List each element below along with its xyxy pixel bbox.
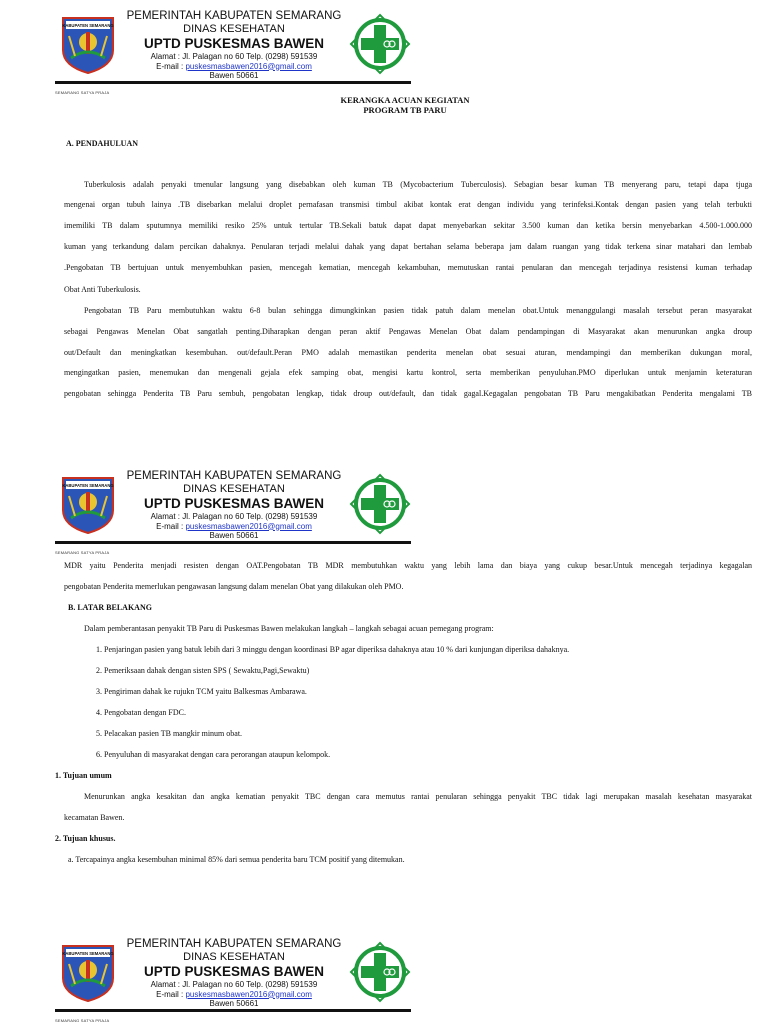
email-line: [121, 62, 347, 72]
paragraph-line: Pengobatan TB Paru membutuhkan waktu 6-8 bulan sehingga dimungkinkan pasien tidak patuh dalam menelan obat.Untuk menanggulangi masalah tersebut peran masyarakat: [84, 306, 752, 315]
doc-title: KERANGKA ACUAN KEGIATAN: [340, 95, 470, 105]
section-b-intro: Dalam pemberantasan penyakit TB Paru di Puskesmas Bawen melakukan langkah – langkah sebagai acuan pemegang program:: [84, 624, 494, 633]
paragraph-line: kecamatan Bawen.: [64, 813, 125, 822]
doc-subtitle: PROGRAM TB PARU: [363, 105, 447, 115]
letterhead-text: [121, 470, 347, 541]
paragraph-line: MDR yaitu Penderita menjadi resisten dengan OAT.Pengobatan TB MDR membutuhkan waktu yang lebih lama dan biaya yang cukup besar.Untuk mencegah terjadinya kegagalan: [64, 561, 752, 570]
address: Alamat : Jl. Palagan no 60 Telp. (0298) 591539: [150, 980, 318, 989]
regency-emblem-icon: [61, 476, 115, 534]
logo-label: KABUPATEN SEMARANG: [62, 951, 114, 956]
gov-name: PEMERINTAH KABUPATEN SEMARANG: [126, 938, 342, 950]
paragraph-line: imemiliki TB dalam sputumnya memiliki resiko 25% untuk tertular TB.Sekali batuk dapat dapat menyebarkan sekitar 3.500 kuman dan ketika bersin menyebarkan 4.500-1.000.000: [64, 221, 752, 230]
dept-name: DINAS KESEHATAN: [183, 483, 285, 495]
paragraph-line: Menurunkan angka kesakitan dan angka kematian penyakit TBC dengan cara memutus rantai penularan sehingga penyakit TBC tidak lagi merupakan masalah kesehatan masyarakat: [84, 792, 752, 801]
city-postcode: Bawen 50661: [209, 999, 259, 1008]
paragraph-line: pengobatan Penderita memerlukan pengawasan langsung dalam menelan Obat yang dilakukan oleh PMO.: [64, 582, 404, 591]
list-item: a. Tercapainya angka kesembuhan minimal 85% dari semua penderita baru TCM positif yang ditemukan.: [68, 855, 405, 864]
dept-name: DINAS KESEHATAN: [183, 23, 285, 35]
paragraph-line: pengobatan sehingga Penderita TB Paru sembuh, pengobatan lengkap, tidak droup out/default, dan tidak gagal.Kegagalan pengobatan TB Paru mengakibatkan Penderita mengalami TB: [64, 389, 752, 398]
header-rule: [55, 1009, 411, 1012]
address: Alamat : Jl. Palagan no 60 Telp. (0298) 591539: [150, 512, 318, 521]
letterhead: [55, 468, 411, 568]
letterhead: [55, 936, 411, 1036]
email-label: E-mail :: [156, 989, 186, 999]
logo-label: KABUPATEN SEMARANG: [62, 483, 114, 488]
emblem-caption: SEMARANG SATYA PRAJA: [55, 1018, 110, 1023]
header-rule: [55, 81, 411, 84]
list-item: 2. Pemeriksaan dahak dengan sisten SPS ( Sewaktu,Pagi,Sewaktu): [96, 666, 310, 675]
regency-emblem-icon: [61, 16, 115, 74]
email-line: [121, 522, 347, 532]
puskesmas-cross-icon: [349, 941, 411, 1003]
list-item: 1. Penjaringan pasien yang batuk lebih dari 3 minggu dengan koordinasi BP agar diperiksa dahaknya atau 10 % dari kunjungan diperiksa dahaknya.: [96, 645, 570, 654]
city-postcode: Bawen 50661: [209, 531, 259, 540]
paragraph-line: kuman yang terkandung dalam percikan dahaknya. Penularan terjadi melalui dahak yang dapat bertahan selama beberapa jam dalam ruangan yang tidak terkena sinar matahari dan lembab: [64, 242, 752, 251]
puskesmas-cross-icon: [349, 473, 411, 535]
header-rule: [55, 541, 411, 544]
emblem-caption: SEMARANG SATYA PRAJA: [55, 90, 110, 95]
paragraph-line: .Pengobatan TB bertujuan untuk menyembuhkan pasien, mencegah kematian, mencegah kekambuhan, memutuskan rantai penularan dan mencegah terjadinya resistensi kuman terhadap: [64, 263, 752, 272]
regency-emblem-icon: [61, 944, 115, 1002]
section-a-heading: A. PENDAHULUAN: [66, 139, 138, 148]
address: Alamat : Jl. Palagan no 60 Telp. (0298) 591539: [150, 52, 318, 61]
letterhead-text: [121, 10, 347, 81]
list-item: 3. Pengiriman dahak ke rujukn TCM yaitu Balkesmas Ambarawa.: [96, 687, 307, 696]
letterhead: [55, 8, 411, 108]
email-link[interactable]: puskesmasbawen2016@gmail.com: [185, 61, 312, 71]
list-item: 6. Penyuluhan di masyarakat dengan cara perorangan ataupun kelompok.: [96, 750, 331, 759]
tujuan-khusus-heading: 2. Tujuan khusus.: [55, 834, 116, 843]
paragraph-line: out/Default dan meningkatkan kesembuhan. out/default.Peran PMO adalah memastikan penderita menelan obat sesuai aturan, mendampingi dan memberikan dukungan moral,: [64, 348, 752, 357]
logo-label: KABUPATEN SEMARANG: [62, 23, 114, 28]
clinic-name: UPTD PUSKESMAS BAWEN: [143, 36, 324, 51]
clinic-name: UPTD PUSKESMAS BAWEN: [143, 964, 324, 979]
dept-name: DINAS KESEHATAN: [183, 951, 285, 963]
city-postcode: Bawen 50661: [209, 71, 259, 80]
paragraph-line: sebagai Pengawas Menelan Obat sangatlah penting.Diharapkan dengan peran aktif Pengawas Menelan Obat dalam pendampingan di Masyarakat akan menurunkan angka droup: [64, 327, 752, 336]
email-link[interactable]: puskesmasbawen2016@gmail.com: [185, 989, 312, 999]
emblem-caption: SEMARANG SATYA PRAJA: [55, 550, 110, 555]
email-label: E-mail :: [156, 521, 186, 531]
gov-name: PEMERINTAH KABUPATEN SEMARANG: [126, 10, 342, 22]
puskesmas-cross-icon: [349, 13, 411, 75]
email-line: [121, 990, 347, 1000]
tujuan-umum-heading: 1. Tujuan umum: [55, 771, 112, 780]
email-link[interactable]: puskesmasbawen2016@gmail.com: [185, 521, 312, 531]
section-b-heading: B. LATAR BELAKANG: [68, 603, 152, 612]
email-label: E-mail :: [156, 61, 186, 71]
list-item: 4. Pengobatan dengan FDC.: [96, 708, 186, 717]
paragraph-line: Obat Anti Tuberkulosis.: [64, 285, 141, 294]
paragraph-line: mengenai organ tubuh lainya .TB disebarkan melalui droplet pernafasan transmisi timbul akibat kontak erat dengan individu yang terinfeksi.Kontak dengan pasien yang telah terbukti: [64, 200, 752, 209]
list-item: 5. Pelacakan pasien TB mangkir minum obat.: [96, 729, 243, 738]
clinic-name: UPTD PUSKESMAS BAWEN: [143, 496, 324, 511]
gov-name: PEMERINTAH KABUPATEN SEMARANG: [126, 470, 342, 482]
paragraph-line: Tuberkulosis adalah penyaki tmenular langsung yang disebabkan oleh kuman TB (Mycobacterium Tuberculosis). Sebagian besar kuman TB menyerang paru, tetapi dapa tjuga: [84, 180, 752, 189]
letterhead-text: [121, 938, 347, 1009]
paragraph-line: mengingatkan pasien, menemukan dan mengenali gejala efek samping obat, mengisi kartu kontrol, serta memberikan penyuluhan.PMO diperlukan untuk menjamin keteraturan: [64, 368, 752, 377]
